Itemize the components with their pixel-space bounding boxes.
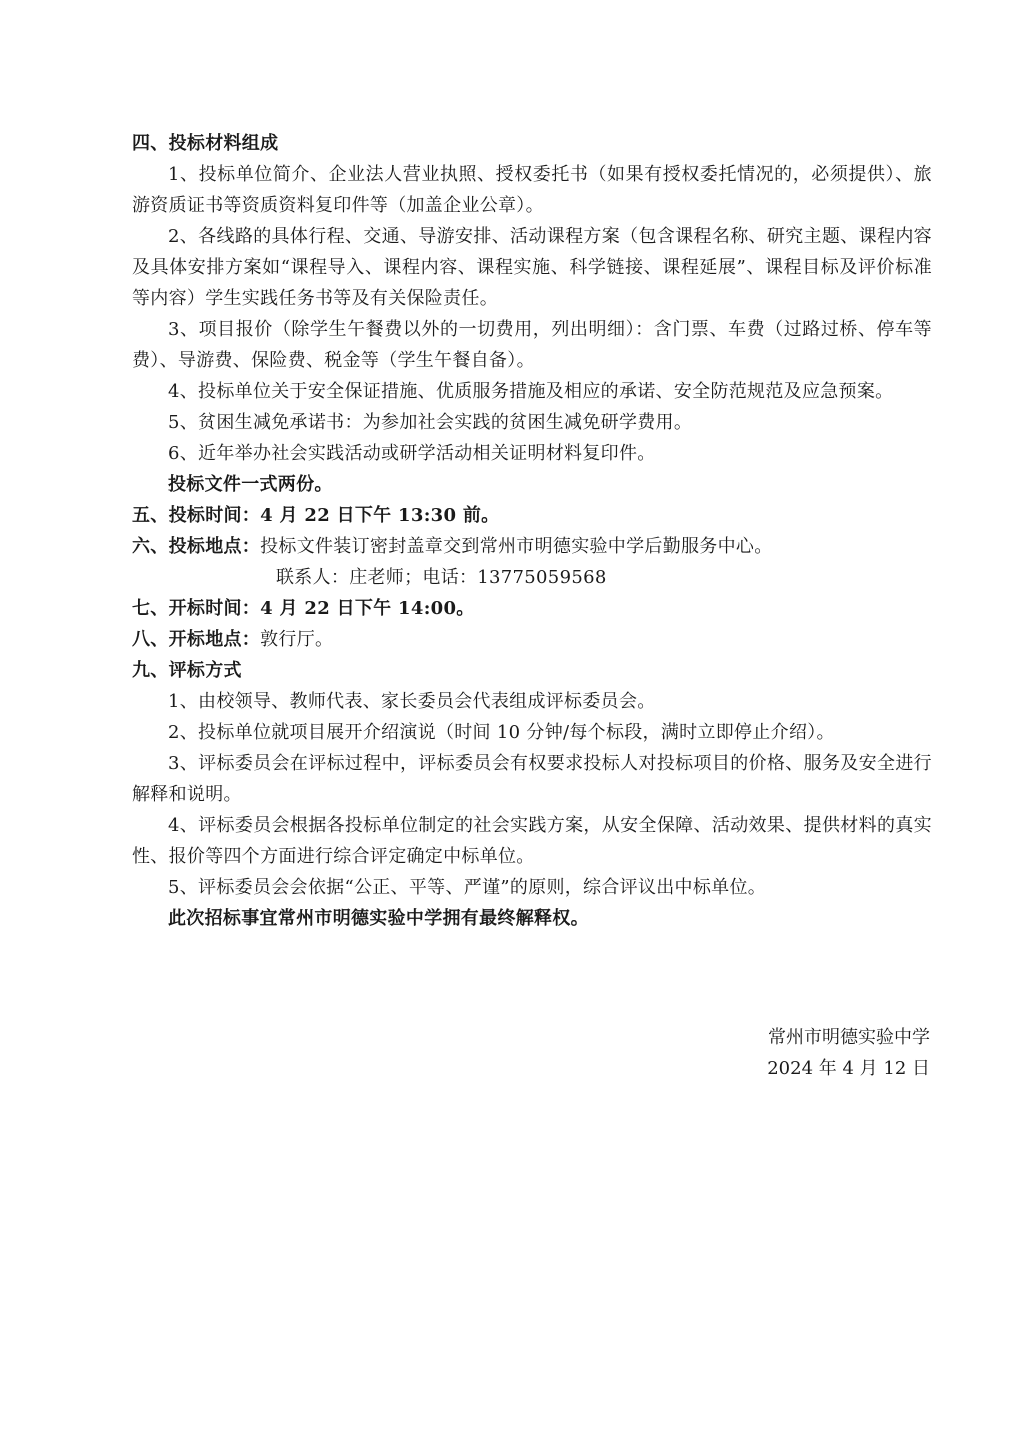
signature-block (767, 1022, 930, 1084)
section9-closing: 此次招标事宜常州市明德实验中学拥有最终解释权。 (168, 908, 589, 929)
section6-label: 六、投标地点： (132, 536, 261, 557)
document-body (132, 128, 932, 934)
section4-heading: 四、投标材料组成 (132, 133, 279, 154)
section9-heading: 九、评标方式 (132, 660, 242, 681)
section7-line (132, 593, 932, 624)
section8-line (132, 624, 932, 655)
signature-org: 常州市明德实验中学 (768, 1027, 930, 1048)
section9-item-3: 3、评标委员会在评标过程中，评标委员会有权要求投标人对投标项目的价格、服务及安全进行解释和说明。 (132, 753, 932, 805)
section5-value: 4 月 22 日下午 13:30 前。 (260, 505, 500, 526)
section8-value: 敦行厅。 (260, 629, 334, 650)
section7-value: 4 月 22 日下午 14:00。 (260, 598, 475, 619)
section8-label: 八、开标地点： (132, 629, 261, 650)
section4-item-2: 2、各线路的具体行程、交通、导游安排、活动课程方案（包含课程名称、研究主题、课程内容及具体安排方案如“课程导入、课程内容、课程实施、科学链接、课程延展”、课程目标及评价标准等内容）学生实践任务书等及有关保险责任。 (132, 226, 932, 309)
section4-item-3: 3、项目报价（除学生午餐费以外的一切费用，列出明细）：含门票、车费（过路过桥、停车等费）、导游费、保险费、税金等（学生午餐自备）。 (132, 319, 932, 371)
signature-date: 2024 年 4 月 12 日 (767, 1058, 930, 1079)
section9-item-4: 4、评标委员会根据各投标单位制定的社会实践方案，从安全保障、活动效果、提供材料的真实性、报价等四个方面进行综合评定确定中标单位。 (132, 815, 932, 867)
section6-line (132, 531, 932, 562)
section6-value: 投标文件装订密封盖章交到常州市明德实验中学后勤服务中心。 (260, 536, 773, 557)
section5-line (132, 500, 932, 531)
section5-label: 五、投标时间： (132, 505, 261, 526)
section4-item-6: 6、近年举办社会实践活动或研学活动相关证明材料复印件。 (168, 443, 656, 464)
section4-item-5: 5、贫困生减免承诺书：为参加社会实践的贫困生减免研学费用。 (168, 412, 693, 433)
section9-item-2: 2、投标单位就项目展开介绍演说（时间 10 分钟/每个标段，满时立即停止介绍）。 (168, 722, 835, 743)
section9-item-1: 1、由校领导、教师代表、家长委员会代表组成评标委员会。 (168, 691, 656, 712)
section9-item-5: 5、评标委员会会依据“公正、平等、严谨”的原则，综合评议出中标单位。 (168, 877, 767, 898)
section4-note: 投标文件一式两份。 (168, 474, 333, 495)
section4-item-1: 1、投标单位简介、企业法人营业执照、授权委托书（如果有授权委托情况的，必须提供）、旅游资质证书等资质资料复印件等（加盖企业公章）。 (132, 164, 932, 216)
section7-label: 七、开标时间： (132, 598, 261, 619)
section4-item-4: 4、投标单位关于安全保证措施、优质服务措施及相应的承诺、安全防范规范及应急预案。 (168, 381, 894, 402)
section6-contact: 联系人：庄老师；电话：13775059568 (276, 567, 607, 588)
